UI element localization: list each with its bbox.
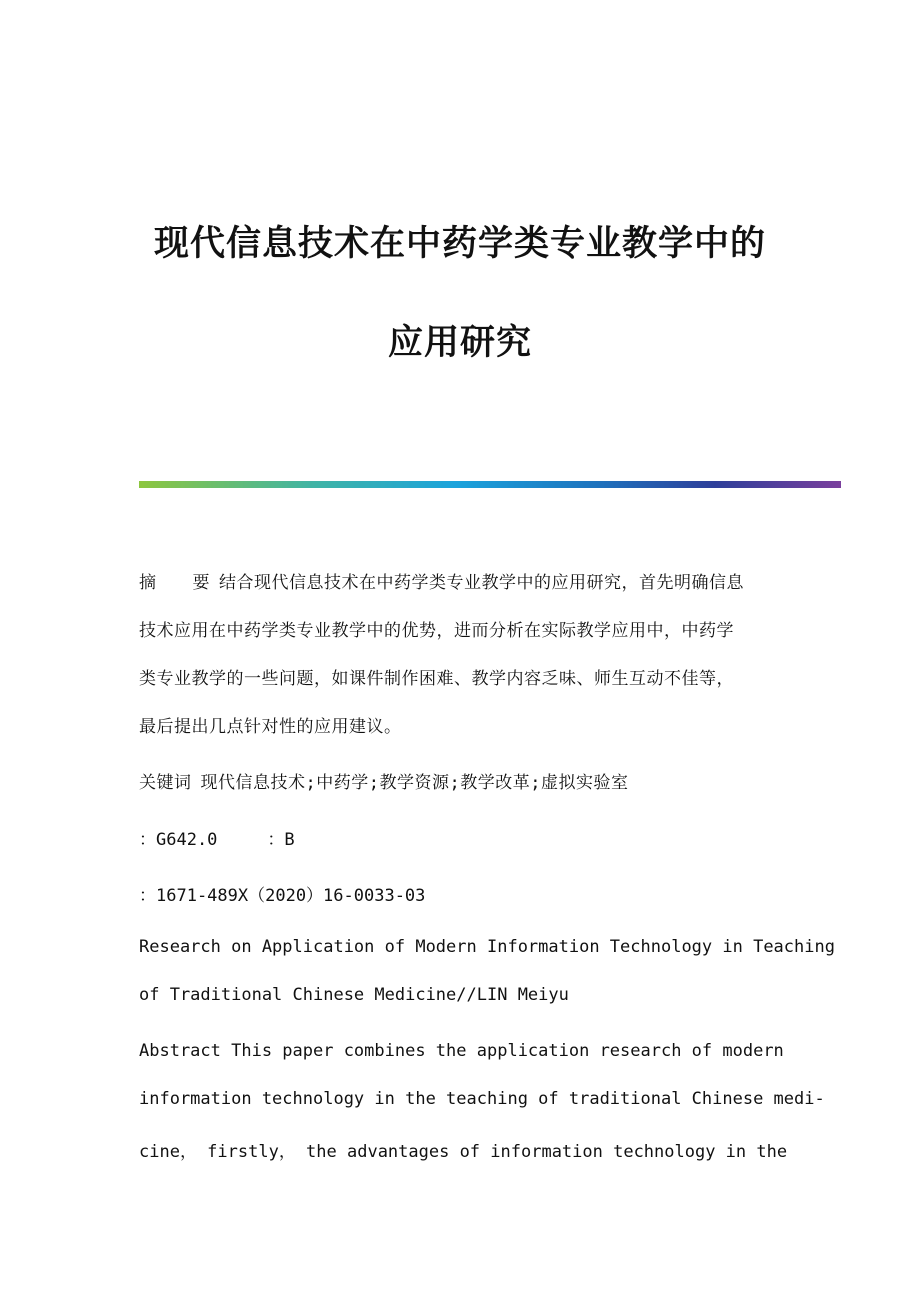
gradient-divider [139, 481, 841, 488]
abstract-en-line-3: cine， firstly， the advantages of information technology in the [139, 1142, 788, 1162]
document-title-line-2: 应用研究 [387, 323, 532, 363]
english-title-line-1: Research on Application of Modern Information Technology in Teaching [139, 937, 835, 957]
abstract-en-line-2: information technology in the teaching of traditional Chinese medi- [139, 1089, 825, 1109]
keywords-value: 现代信息技术;中药学;教学资源;教学改革;虚拟实验室 [200, 773, 629, 793]
english-title-line-2: of Traditional Chinese Medicine//LIN Meiyu [139, 985, 569, 1005]
clc-number: ：G642.0 [139, 830, 218, 850]
abstract-cn-line-3: 类专业教学的一些问题，如课件制作困难、教学内容乏味、师生互动不佳等， [139, 669, 734, 689]
keywords-label: 关键词 [139, 773, 192, 793]
abstract-cn-line-4: 最后提出几点针对性的应用建议。 [139, 717, 402, 737]
article-id: ：1671-489X（2020）16-0033-03 [139, 886, 426, 906]
abstract-cn-text-1: 结合现代信息技术在中药学类专业教学中的应用研究，首先明确信息 [219, 573, 744, 593]
abstract-cn-line-1 [139, 568, 744, 593]
abstract-label-char-1: 摘 [139, 573, 157, 593]
document-code: ：B [267, 830, 295, 850]
classification-line [139, 825, 295, 850]
document-title-line-1: 现代信息技术在中药学类专业教学中的 [153, 224, 766, 264]
abstract-cn-line-2: 技术应用在中药学类专业教学中的优势，进而分析在实际教学应用中，中药学 [139, 621, 734, 641]
abstract-label-char-2: 要 [192, 573, 210, 593]
keywords-line [139, 768, 628, 793]
abstract-en-line-1: Abstract This paper combines the application research of modern [139, 1041, 784, 1061]
